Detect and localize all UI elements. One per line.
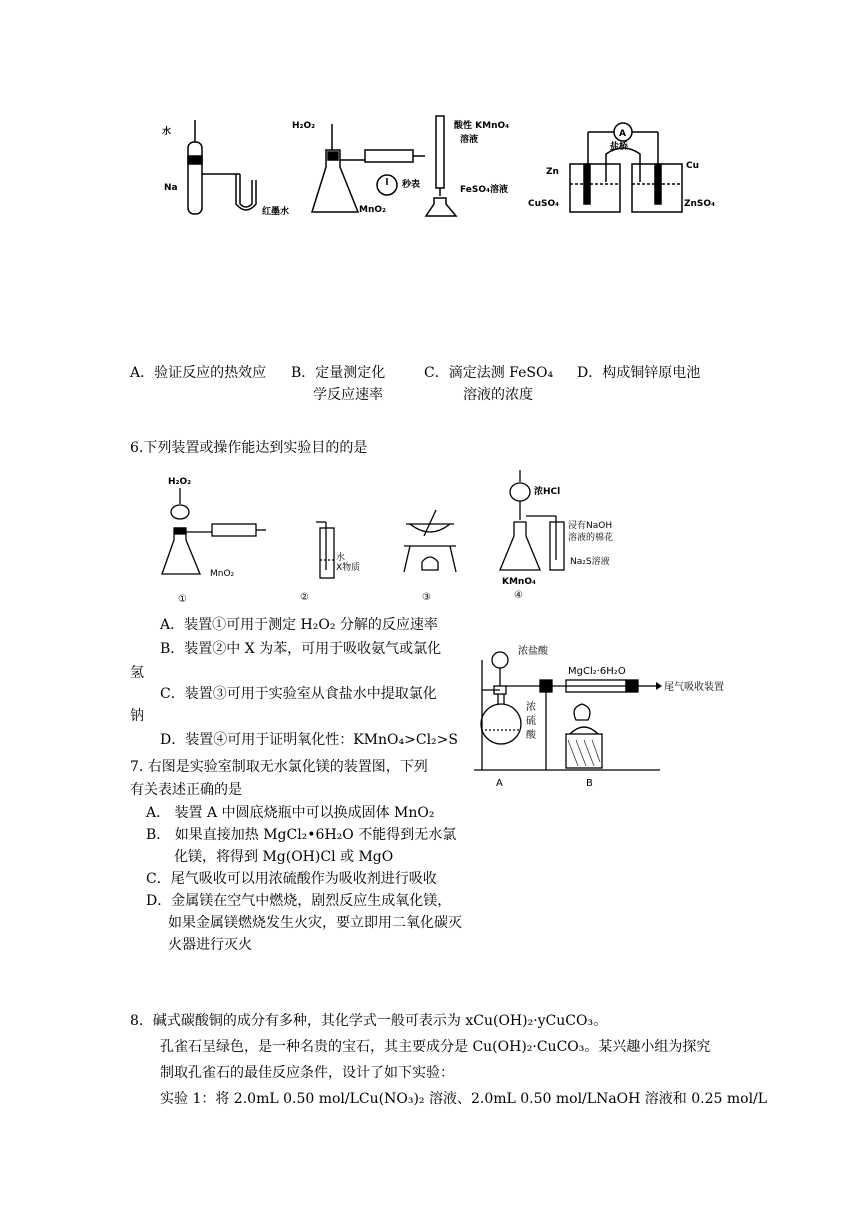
q5-option-d: D．构成铜锌原电池	[577, 365, 701, 381]
q8-line2: 孔雀石呈绿色，是一种名贵的宝石，其主要成分是 Cu(OH)₂·CuCO₃。某兴趣小组为探究	[160, 1039, 711, 1055]
q7-stem-line2: 有关表述正确的是	[130, 782, 242, 798]
q5-apparatus-c	[426, 116, 456, 216]
q7-label-mgcl2: MgCl₂·6H₂O	[568, 666, 626, 677]
q7-option-a: A． 装置 A 中圆底烧瓶中可以换成固体 MnO₂	[146, 805, 435, 821]
q7-stem-line1: 7. 右图是实验室制取无水氯化镁的装置图，下列	[130, 759, 428, 775]
q7-option-b-line1: B． 如果直接加热 MgCl₂•6H₂O 不能得到无水氯	[146, 827, 457, 843]
q5-label-mno2: MnO₂	[359, 205, 386, 215]
q6-label-naoh-1: 浸有NaOH	[568, 521, 613, 531]
q8-line3: 制取孔雀石的最佳反应条件，设计了如下实验：	[160, 1065, 454, 1081]
q5-label-cu: Cu	[686, 161, 700, 171]
q5-label-zn: Zn	[546, 167, 559, 177]
q6-label-x: X物质	[336, 563, 361, 573]
q6-label-naoh-2: 溶液的棉花	[568, 533, 614, 543]
q5-label-salt-bridge: 盐桥	[610, 142, 629, 152]
q6-label-hcl: 浓HCl	[534, 487, 561, 497]
q5-label-znso4: ZnSO₄	[684, 199, 716, 209]
q6-option-c-line1: C．装置③可用于实验室从食盐水中提取氯化	[160, 686, 437, 702]
q7-label-hcl: 浓盐酸	[518, 646, 548, 657]
q5-option-b-line1: B．定量测定化	[291, 365, 386, 381]
q5-label-feso4: FeSO₄溶液	[460, 185, 508, 195]
q7-option-c: C．尾气吸收可以用浓硫酸作为吸收剂进行吸收	[146, 871, 437, 887]
q7-label-h2so4-2: 硫	[526, 716, 536, 727]
q8-line4: 实验 1：将 2.0mL 0.50 mol/LCu(NO₃)₂ 溶液、2.0mL 0.50 mol/LNaOH 溶液和 0.25 mol/L	[160, 1091, 768, 1107]
q5-label-kmno4-1: 酸性 KMnO₄	[454, 121, 510, 131]
q5-apparatus-d	[570, 123, 682, 212]
q7-figure	[470, 640, 740, 790]
q7-label-h2so4-1: 浓	[526, 702, 536, 713]
q6-label-4: ④	[514, 590, 523, 601]
q5-apparatus-a	[188, 120, 256, 214]
q5-label-kmno4-2: 溶液	[460, 135, 479, 145]
q6-option-c-line2: 钠	[130, 708, 144, 724]
q6-option-a: A．装置①可用于测定 H₂O₂ 分解的反应速率	[160, 617, 438, 633]
q6-option-b-line2: 氢	[130, 665, 144, 681]
q6-option-b-line1: B．装置②中 X 为苯，可用于吸收氨气或氯化	[160, 641, 442, 657]
q5-option-a: A．验证反应的热效应	[130, 365, 267, 381]
q6-figures	[160, 466, 680, 602]
q8-line1: 8．碱式碳酸铜的成分有多种，其化学式一般可表示为 xCu(OH)₂·yCuCO₃。	[130, 1013, 608, 1029]
q5-label-na: Na	[164, 183, 178, 193]
q7-option-d-line3: 火器进行灭火	[168, 937, 252, 953]
q6-label-water: 水	[336, 553, 346, 563]
q7-label-tail: 尾气吸收装置	[664, 682, 724, 693]
q5-label-water: 水	[162, 127, 172, 137]
q7-label-h2so4-3: 酸	[526, 730, 536, 741]
q5-label-ammeter: A	[619, 129, 626, 139]
q5-figures	[150, 112, 740, 222]
q6-label-1: ①	[178, 594, 187, 602]
q7-label-a: A	[496, 778, 503, 789]
q5-label-stopwatch: 秒表	[402, 180, 421, 190]
q6-apparatus-2	[316, 522, 334, 578]
q7-label-b: B	[586, 778, 593, 789]
q6-label-2: ②	[300, 592, 309, 602]
q7-option-b-line2: 化镁，将得到 Mg(OH)Cl 或 MgO	[174, 849, 394, 865]
q5-apparatus-b	[312, 124, 425, 212]
q5-label-cuso4: CuSO₄	[528, 199, 560, 209]
q6-label-mno2: MnO₂	[210, 569, 235, 579]
q7-option-d-line1: D．金属镁在空气中燃烧，剧烈反应生成氧化镁，	[146, 893, 452, 909]
q5-label-red-ink: 红墨水	[262, 207, 290, 217]
q5-option-c-line2: 溶液的浓度	[463, 387, 533, 403]
q6-apparatus-3	[404, 510, 456, 572]
q6-apparatus-4	[500, 470, 564, 570]
q5-option-b-line2: 学反应速率	[313, 387, 383, 403]
q6-label-na2s: Na₂S溶液	[570, 557, 610, 567]
q6-label-3: ③	[422, 592, 431, 602]
q7-option-d-line2: 如果金属镁燃烧发生火灾，要立即用二氧化碳灭	[168, 915, 462, 931]
q6-option-d: D．装置④可用于证明氧化性：KMnO₄>Cl₂>S	[160, 732, 458, 748]
q5-label-h2o2: H₂O₂	[292, 121, 316, 131]
q6-label-h2o2: H₂O₂	[168, 477, 192, 487]
q6-stem: 6.下列装置或操作能达到实验目的的是	[130, 440, 368, 456]
q5-option-c-line1: C．滴定法测 FeSO₄	[424, 365, 554, 381]
q6-apparatus-1	[162, 488, 266, 574]
q6-label-kmno4: KMnO₄	[502, 577, 536, 587]
